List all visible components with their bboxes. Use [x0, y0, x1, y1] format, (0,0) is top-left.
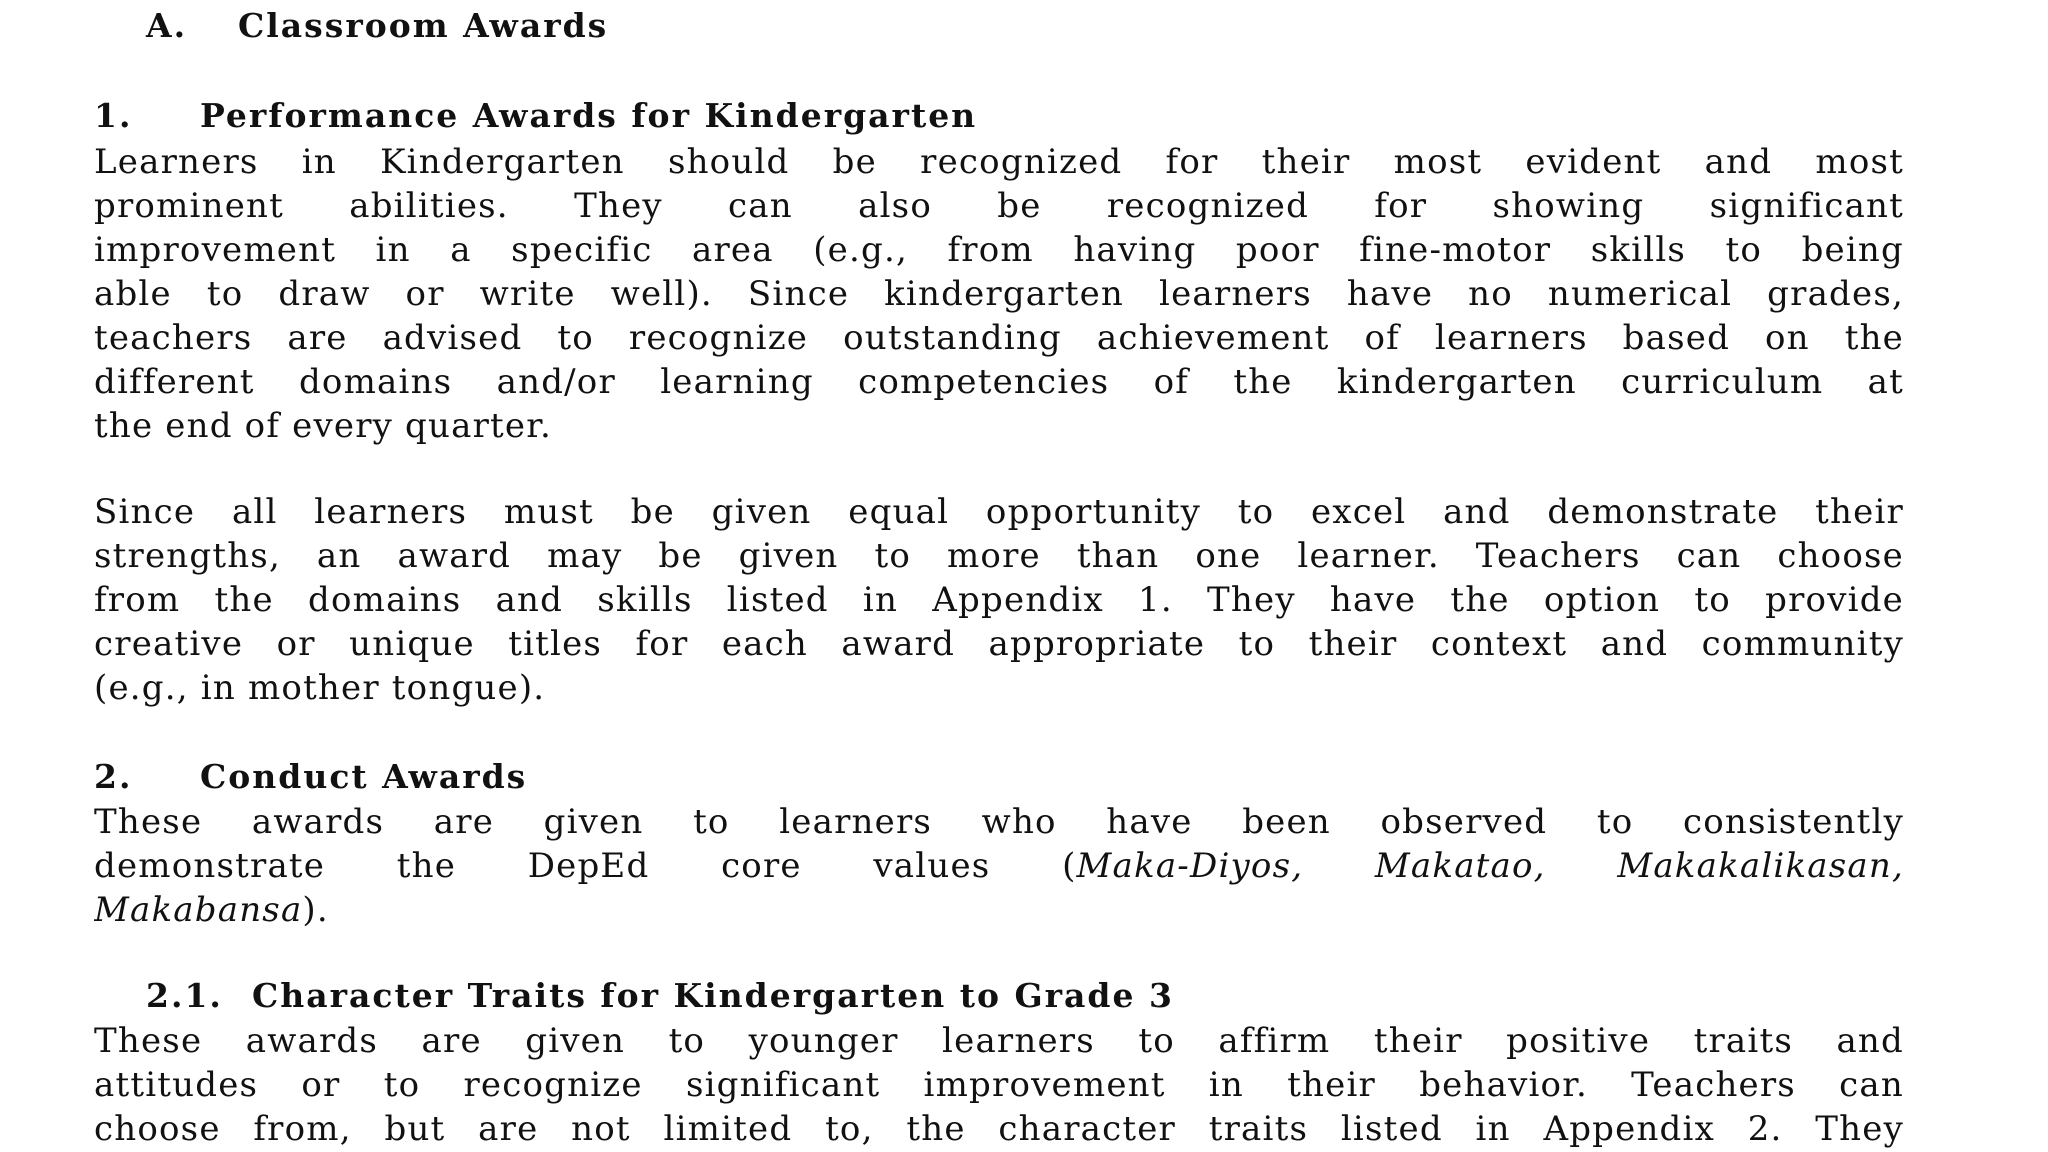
- section-a-number: A.: [146, 6, 188, 45]
- section-1-number: 1.: [94, 96, 133, 135]
- section-2-number: 2.: [94, 757, 133, 796]
- paragraph-line: from the domains and skills listed in Appendix 1. They have the option to provide: [94, 580, 1904, 620]
- paragraph-line: These awards are given to younger learners to affirm their positive traits and: [94, 1021, 1904, 1061]
- section-2-title: Conduct Awards: [200, 757, 528, 796]
- section-2-1-heading: [146, 976, 1174, 1015]
- paragraph-line: the end of every quarter.: [94, 406, 552, 446]
- section-1-title: Performance Awards for Kindergarten: [200, 96, 978, 135]
- paragraph-line: able to draw or write well). Since kindergarten learners have no numerical grades,: [94, 274, 1904, 314]
- core-values-close: ).: [302, 890, 329, 930]
- paragraph-line: strengths, an award may be given to more than one learner. Teachers can choose: [94, 536, 1904, 576]
- core-values-intro: demonstrate the DepEd core values (: [94, 846, 1077, 886]
- section-1-heading: [94, 96, 978, 135]
- paragraph-line: These awards are given to learners who have been observed to consistently: [94, 802, 1904, 842]
- paragraph-line: attitudes or to recognize significant improvement in their behavior. Teachers can: [94, 1065, 1904, 1105]
- section-1-paragraph-2: [94, 490, 1904, 710]
- paragraph-line: different domains and/or learning competencies of the kindergarten curriculum at: [94, 362, 1904, 402]
- core-values-list: Maka-Diyos, Makatao, Makakalikasan,: [1076, 846, 1904, 886]
- paragraph-line: creative or unique titles for each award appropriate to their context and community: [94, 624, 1904, 664]
- paragraph-line: improvement in a specific area (e.g., from having poor fine-motor skills to being: [94, 230, 1904, 270]
- paragraph-line: [94, 888, 1904, 932]
- paragraph-line: teachers are advised to recognize outstanding achievement of learners based on the: [94, 318, 1904, 358]
- section-2-1-paragraph: [94, 1019, 1904, 1151]
- section-2-1-number: 2.1.: [146, 976, 223, 1015]
- paragraph-line: Learners in Kindergarten should be recognized for their most evident and most: [94, 142, 1904, 182]
- section-a-title: Classroom Awards: [238, 6, 609, 45]
- core-value-makabansa: Makabansa: [94, 890, 303, 930]
- section-2-1-title: Character Traits for Kindergarten to Grade 3: [252, 976, 1174, 1015]
- paragraph-line: choose from, but are not limited to, the character traits listed in Appendix 2. They: [94, 1109, 1904, 1149]
- section-a-heading: [146, 6, 609, 45]
- section-1-paragraph-1: [94, 140, 1904, 448]
- paragraph-line: prominent abilities. They can also be recognized for showing significant: [94, 186, 1904, 226]
- paragraph-line: (e.g., in mother tongue).: [94, 668, 546, 708]
- paragraph-line: Since all learners must be given equal opportunity to excel and demonstrate their: [94, 492, 1904, 532]
- section-2-heading: [94, 757, 528, 796]
- paragraph-line: [94, 844, 1904, 888]
- section-2-paragraph: [94, 800, 1904, 932]
